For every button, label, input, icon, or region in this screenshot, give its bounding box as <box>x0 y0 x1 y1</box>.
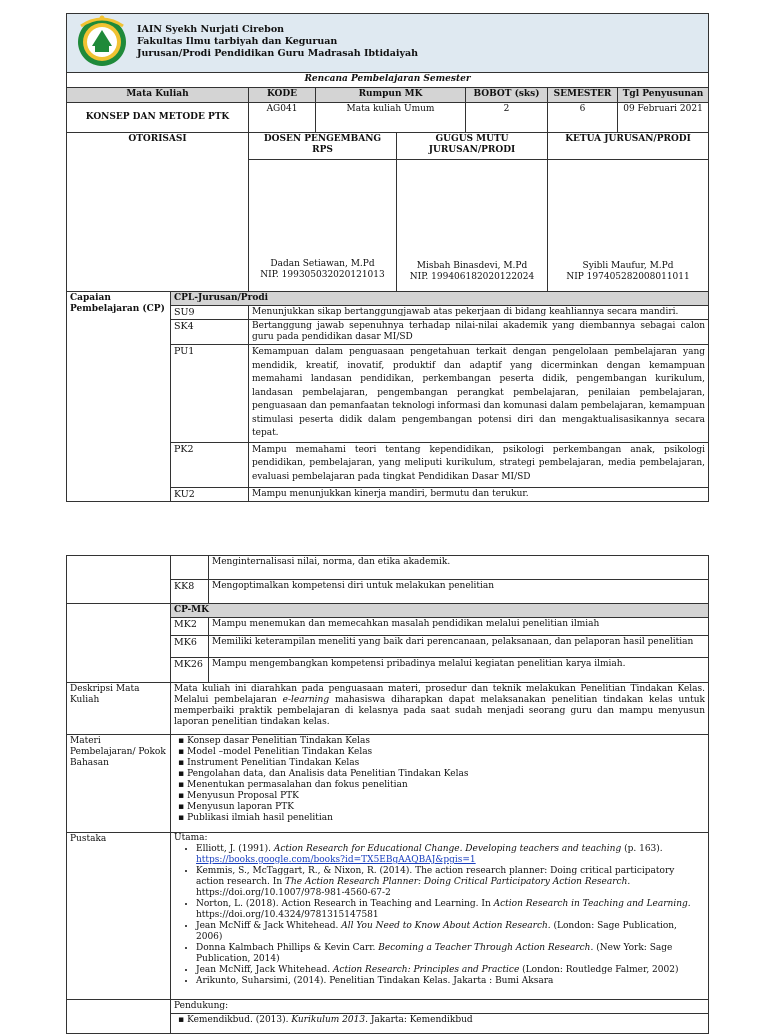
reference-item: • Jean McNiff, Jack Whitehead. Action Research: Principles and Practice (London: Routledge Falmer, 2002) <box>196 965 705 976</box>
course-semester: 6 <box>548 103 618 133</box>
reference-item: • Norton, L. (2018). Action Research in Teaching and Learning. In Action Research in Teaching and Learning. https://doi.org/10.4324/9781315147581 <box>196 899 705 921</box>
cpmk-text: Memiliki keterampilan meneliti yang baik dari perencanaan, pelaksanaan, dan pelaporan hasil penelitian <box>209 636 709 658</box>
col-kode: KODE <box>249 88 316 103</box>
dosen-name: Dadan Setiawan, M.Pd <box>270 259 375 269</box>
cpmk-code: MK2 <box>171 618 209 636</box>
cpl-code: SK4 <box>171 320 249 345</box>
dosen-nip: NIP. 199305032020121013 <box>260 270 385 280</box>
reference-item: • Elliott, J. (1991). Action Research for Educational Change. Developing teachers and teaching (p. 163). https://books.google.com/books?id=TX5EBgAAQBAJ&pgis=1 <box>196 844 705 866</box>
rps-table-page1 <box>66 13 709 502</box>
cpl-code: PU1 <box>171 345 249 443</box>
reference-link[interactable]: https://books.google.com/books?id=TX5EBgAAQBAJ&pgis=1 <box>196 855 476 865</box>
program-name: Jurusan/Prodi Pendidikan Guru Madrasah Ibtidaiyah <box>137 48 419 59</box>
reference-item: • Kemmis, S., McTaggart, R., & Nixon, R. (2014). The action research planner: Doing critical participatory action research. In The Action Research Planner: Doing Critical Participatory Action Research. https://doi.org/10.1007/978-981-4560-67-2 <box>196 866 705 899</box>
otorisasi-label: OTORISASI <box>67 133 249 292</box>
materi-item: ▪ Menentukan permasalahan dan fokus penelitian <box>178 780 705 791</box>
deskripsi-text: Mata kuliah ini diarahkan pada penguasaan materi, prosedur dan teknik melakukan Penelitian Tindakan Kelas. Melalui pembelajaran e-learning mahasiswa diharapkan dapat melaksanakan penelitian tindakan kelas untuk memperbaiki praktik pembelajaran di kelasnya pada saat sudah menjadi seorang guru dan mampu menyusun laporan penelitian tindakan kelas. <box>171 683 709 735</box>
cpl-text: Mampu menunjukkan kinerja mandiri, bermutu dan terukur. <box>249 487 709 501</box>
cpmk-code: MK6 <box>171 636 209 658</box>
materi-list-cell <box>171 735 709 833</box>
cpl-text: Menunjukkan sikap bertanggungjawab atas pekerjaan di bidang keahliannya secara mandiri. <box>249 306 709 320</box>
empty-label-cell <box>67 1000 171 1034</box>
course-kode: AG041 <box>249 103 316 133</box>
materi-item: ▪ Instrument Penelitian Tindakan Kelas <box>178 758 705 769</box>
pendukung-item: ▪ Kemendikbud. (2013). Kurikulum 2013. Jakarta: Kemendikbud <box>178 1015 705 1026</box>
pendukung-label: Pendukung: <box>171 1000 709 1014</box>
cont-text: Menginternalisasi nilai, norma, dan etika akademik. <box>209 556 709 580</box>
materi-list <box>174 736 705 824</box>
empty-code-cell <box>171 556 209 580</box>
cpl-text: Mampu memahami teori tentang kependidikan, psikologi perkembangan anak, psikologi pendidikan, pembelajaran, yang meliputi kurikulum, strategi pembelajaran, media pembelajaran, evaluasi pembelajaran pada tingkat Pendidikan Dasar MI/SD <box>249 442 709 487</box>
ketua-head: KETUA JURUSAN/PRODI <box>548 133 709 160</box>
course-tgl: 09 Februari 2021 <box>618 103 709 133</box>
gugus-nip: NIP. 199406182020122024 <box>409 272 535 282</box>
cpl-text: Kemampuan dalam penguasaan pengetahuan terkait dengan pengelolaan pembelajaran yang mendidik, kreatif, inovatif, produktif dan adaptif yang dicerminkan dengan kemampuan memahami landasan pendidikan, perkembangan peserta didik, pengembangan kurikulum, landasan pembelajaran, pengembangan perangkat pembelajaran, penilaian pembelajaran, penguasaan dan pemanfaatan teknologi informasi dan komunasi dalam pembelajaran, kemampuan stimulasi peserta didik dalam pengembangan potensi diri dan mengaktualisasikannya secara tepat. <box>249 345 709 443</box>
materi-item: ▪ Pengolahan data, dan Analisis data Penelitian Tindakan Kelas <box>178 769 705 780</box>
kk8-text: Mengoptimalkan kompetensi diri untuk melakukan penelitian <box>209 580 709 604</box>
gugus-signature <box>397 160 548 292</box>
gugus-name: Misbah Binasdevi, M.Pd <box>416 261 528 271</box>
materi-item: ▪ Menyusun laporan PTK <box>178 802 705 813</box>
ketua-nip: NIP 197405282008011011 <box>566 272 690 282</box>
pustaka-utama-cell <box>171 833 709 1000</box>
materi-item: ▪ Menyusun Proposal PTK <box>178 791 705 802</box>
materi-item: ▪ Konsep dasar Penelitian Tindakan Kelas <box>178 736 705 747</box>
pendukung-list <box>174 1015 705 1026</box>
dosen-signature <box>249 160 397 292</box>
course-bobot: 2 <box>466 103 548 133</box>
gugus-head: GUGUS MUTU JURUSAN/PRODI <box>397 133 548 160</box>
materi-item: ▪ Publikasi ilmiah hasil penelitian <box>178 813 705 824</box>
rps-title: Rencana Pembelajaran Semester <box>67 73 709 88</box>
institution-name: IAIN Syekh Nurjati Cirebon <box>137 24 285 35</box>
materi-item: ▪ Model –model Penelitian Tindakan Kelas <box>178 747 705 758</box>
empty-label-cell <box>67 556 171 604</box>
cpmk-text: Mampu mengembangkan kompetensi pribadinya melalui kegiatan penelitian karya ilmiah. <box>209 658 709 683</box>
cpmk-text: Mampu menemukan dan memecahkan masalah pendidikan melalui penelitian ilmiah <box>209 618 709 636</box>
dosen-head: DOSEN PENGEMBANG RPS <box>249 133 397 160</box>
ketua-name: Syibli Maufur, M.Pd <box>582 261 674 271</box>
utama-label: Utama: <box>174 833 208 843</box>
cpl-text: Bertanggung jawab sepenuhnya terhadap nilai-nilai akademik yang diembannya sebagai calon guru pada pendidikan dasar MI/SD <box>249 320 709 345</box>
rps-table-page2 <box>66 555 709 1034</box>
col-rumpun: Rumpun MK <box>316 88 466 103</box>
col-mata-kuliah: Mata Kuliah <box>67 88 249 103</box>
iain-logo-icon <box>67 14 137 70</box>
deskripsi-label: Deskripsi Mata Kuliah <box>67 683 171 735</box>
pustaka-label: Pustaka <box>67 833 171 1000</box>
cpl-code: KU2 <box>171 487 249 501</box>
kk8-code: KK8 <box>171 580 209 604</box>
course-rumpun: Mata kuliah Umum <box>316 103 466 133</box>
reference-list <box>174 844 705 987</box>
reference-item: • Jean McNiff & Jack Whitehead. All You Need to Know About Action Research. (London: Sage Publication, 2006) <box>196 921 705 943</box>
cpl-code: PK2 <box>171 442 249 487</box>
col-tgl: Tgl Penyusunan <box>618 88 709 103</box>
cpmk-code: MK26 <box>171 658 209 683</box>
course-name: KONSEP DAN METODE PTK <box>67 103 249 133</box>
faculty-name: Fakultas Ilmu tarbiyah dan Keguruan <box>137 36 338 47</box>
cpl-code: SU9 <box>171 306 249 320</box>
cpmk-head: CP-MK <box>171 604 709 618</box>
empty-label-cell <box>67 604 171 683</box>
col-semester: SEMESTER <box>548 88 618 103</box>
materi-label: Materi Pembelajaran/ Pokok Bahasan <box>67 735 171 833</box>
cpl-head: CPL-Jurusan/Prodi <box>171 292 709 306</box>
cp-label: Capaian Pembelajaran (CP) <box>67 292 171 502</box>
ketua-signature <box>548 160 709 292</box>
col-bobot: BOBOT (sks) <box>466 88 548 103</box>
reference-item: • Arikunto, Suharsimi, (2014). Penelitian Tindakan Kelas. Jakarta : Bumi Aksara <box>196 976 705 987</box>
reference-item: • Donna Kalmbach Phillips & Kevin Carr. Becoming a Teacher Through Action Research. (New York: Sage Publication, 2014) <box>196 943 705 965</box>
institution-header <box>67 14 709 73</box>
